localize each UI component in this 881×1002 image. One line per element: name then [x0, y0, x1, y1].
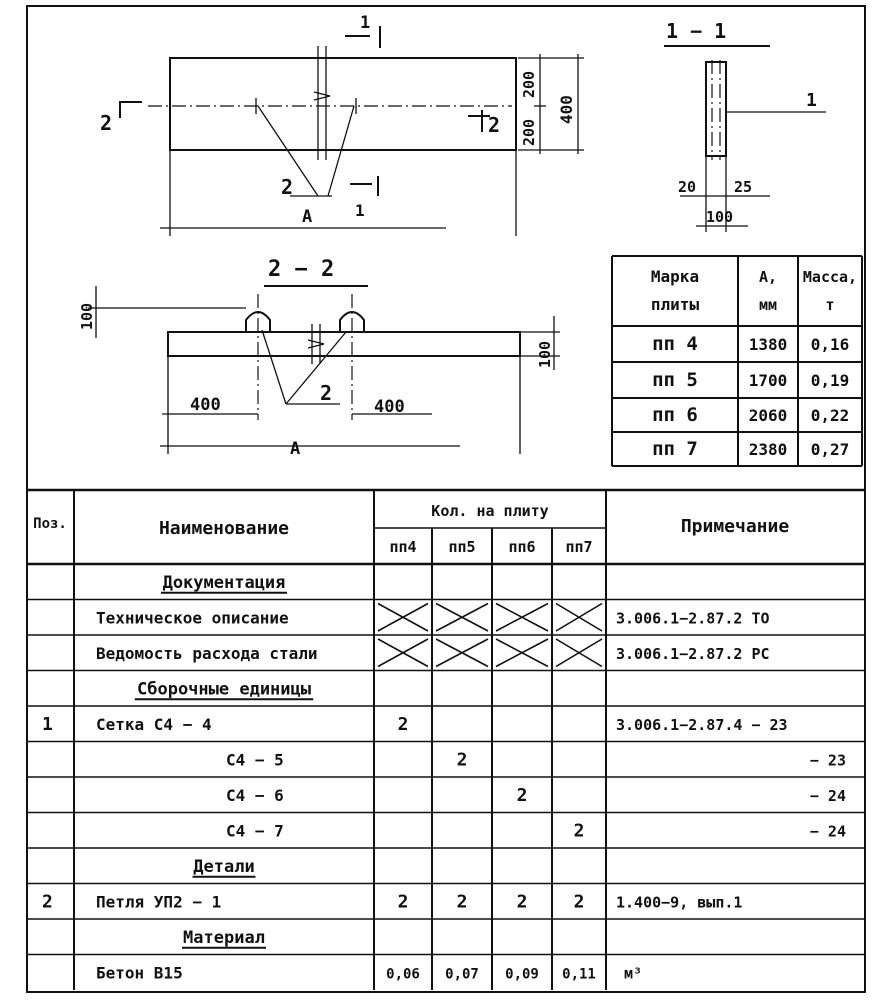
- dim-bottom: 200: [520, 118, 538, 146]
- spec-row-qty: 2: [456, 749, 468, 771]
- spec-row-note: − 24: [809, 786, 846, 805]
- dim-loop-height: 100: [78, 302, 96, 330]
- mass-table-header: Марка: [650, 267, 700, 286]
- break-line-2: [308, 324, 324, 364]
- spec-header-qty: пп4: [389, 538, 417, 556]
- spec-row-note: − 23: [809, 751, 846, 770]
- crossed-out-cell: [436, 604, 488, 632]
- mass-table-cell: пп 6: [652, 404, 698, 426]
- spec-row-pos: 1: [42, 713, 53, 735]
- mass-table-cell: 1700: [748, 371, 788, 390]
- spec-row-qty: 0,06: [386, 966, 420, 983]
- spec-row-note: − 24: [809, 822, 846, 841]
- slab-plan-view: [100, 13, 584, 236]
- spec-header-qty: пп7: [565, 538, 593, 556]
- section-1-1-title: 1 − 1: [666, 19, 727, 43]
- section-2-2: [78, 257, 560, 459]
- mass-table-cell: пп 4: [652, 333, 698, 355]
- section-mark-top-label: 1: [360, 13, 371, 33]
- dim-100: 100: [706, 208, 734, 226]
- mass-table-cell: 0,27: [810, 440, 850, 459]
- dim-total: 400: [557, 95, 576, 124]
- crossed-out-cell: [378, 604, 428, 632]
- specification-table: [27, 490, 865, 990]
- spec-row-qty: 2: [397, 713, 409, 735]
- slab-elevation: [168, 332, 520, 356]
- spec-row-name: Материал: [183, 927, 265, 948]
- spec-row-name: Детали: [193, 856, 255, 877]
- spec-row-qty: 0,11: [562, 966, 596, 983]
- section-mark-left: [120, 102, 142, 118]
- mass-table-cell: 0,16: [810, 335, 850, 354]
- dim-left-400: 400: [190, 395, 221, 415]
- spec-row-pos: 2: [42, 891, 53, 913]
- section-mark-right-label: 2: [488, 113, 501, 137]
- spec-row-qty: 2: [516, 891, 528, 913]
- mass-table-header: Масса,: [802, 268, 858, 286]
- spec-row-note: 3.006.1−2.87.4 − 23: [616, 715, 788, 734]
- section-mark-bottom: [350, 176, 378, 196]
- section-1-1: [664, 19, 826, 232]
- mass-table: [612, 256, 862, 466]
- spec-row-qty: 0,07: [445, 966, 479, 983]
- spec-row-note: 1.400−9, вып.1: [616, 893, 743, 912]
- spec-row-qty: 2: [573, 891, 585, 913]
- mass-table-cell: 1380: [748, 335, 788, 354]
- section-mark-left-label: 2: [100, 111, 113, 135]
- sheet-border: [27, 6, 865, 992]
- spec-row-qty: 2: [573, 820, 585, 842]
- mass-table-cell: 2060: [748, 406, 788, 425]
- mass-table-header: мм: [758, 296, 778, 314]
- spec-row-name: Сетка С4 − 4: [96, 714, 212, 734]
- dim-top: 200: [520, 70, 538, 98]
- length-label-2: A: [290, 439, 301, 459]
- spec-header-name: Наименование: [158, 518, 290, 539]
- crossed-out-cell: [496, 604, 548, 632]
- slab-section: [706, 62, 726, 156]
- spec-row-name: Техническое описание: [96, 608, 289, 628]
- spec-header-qty: пп5: [448, 538, 476, 556]
- dim-20: 20: [678, 178, 697, 196]
- mass-table-cell: 0,19: [810, 371, 850, 390]
- mass-table-cell: пп 5: [652, 369, 698, 391]
- spec-header-qty-group: Кол. на плиту: [431, 502, 549, 520]
- spec-row-name: С4 − 6: [226, 785, 284, 805]
- mass-table-header: А,: [758, 268, 778, 286]
- spec-header-note: Примечание: [680, 516, 790, 537]
- crossed-out-cell: [556, 639, 602, 667]
- length-label: A: [302, 207, 313, 227]
- crossed-out-cell: [436, 639, 488, 667]
- spec-row-qty: 2: [516, 784, 528, 806]
- spec-row-name: Ведомость расхода стали: [96, 643, 318, 663]
- spec-header-qty: пп6: [508, 538, 536, 556]
- dim-slab-height: 100: [536, 340, 554, 368]
- spec-row-note: 3.006.1−2.87.2 ТО: [616, 609, 770, 628]
- spec-row-qty: 2: [456, 891, 468, 913]
- dim-right-400: 400: [374, 397, 405, 417]
- callout-position: 2: [281, 175, 294, 199]
- crossed-out-cell: [556, 604, 602, 632]
- spec-row-name: Петля УП2 − 1: [96, 892, 222, 912]
- break-line: [314, 46, 330, 160]
- crossed-out-cell: [496, 639, 548, 667]
- section-mark-bottom-label: 1: [355, 201, 365, 220]
- mass-table-cell: 0,22: [810, 406, 850, 425]
- spec-row-name: С4 − 5: [226, 750, 284, 770]
- callout-leader-2: [262, 330, 346, 404]
- section-2-2-title: 2 − 2: [268, 257, 335, 282]
- spec-row-name: С4 − 7: [226, 821, 284, 841]
- callout-1: 1: [806, 90, 817, 111]
- mass-table-header: т: [825, 296, 835, 314]
- section-mark-right: [468, 110, 490, 132]
- mass-table-cell: пп 7: [652, 438, 698, 460]
- spec-row-name: Документация: [162, 572, 286, 593]
- slab-outline: [170, 58, 516, 150]
- callout-position-2: 2: [320, 381, 333, 405]
- spec-row-name: Сборочные единицы: [137, 679, 311, 700]
- spec-row-qty: 2: [397, 891, 409, 913]
- dim-25: 25: [734, 178, 753, 196]
- spec-row-note: м³: [624, 964, 643, 983]
- spec-row-note: 3.006.1−2.87.2 РС: [616, 644, 770, 663]
- spec-row-name: Бетон В15: [96, 963, 183, 983]
- mass-table-cell: 2380: [748, 440, 788, 459]
- spec-header-pos: Поз.: [33, 516, 67, 532]
- crossed-out-cell: [378, 639, 428, 667]
- spec-row-qty: 0,09: [505, 966, 539, 983]
- mass-table-header: плиты: [650, 295, 700, 314]
